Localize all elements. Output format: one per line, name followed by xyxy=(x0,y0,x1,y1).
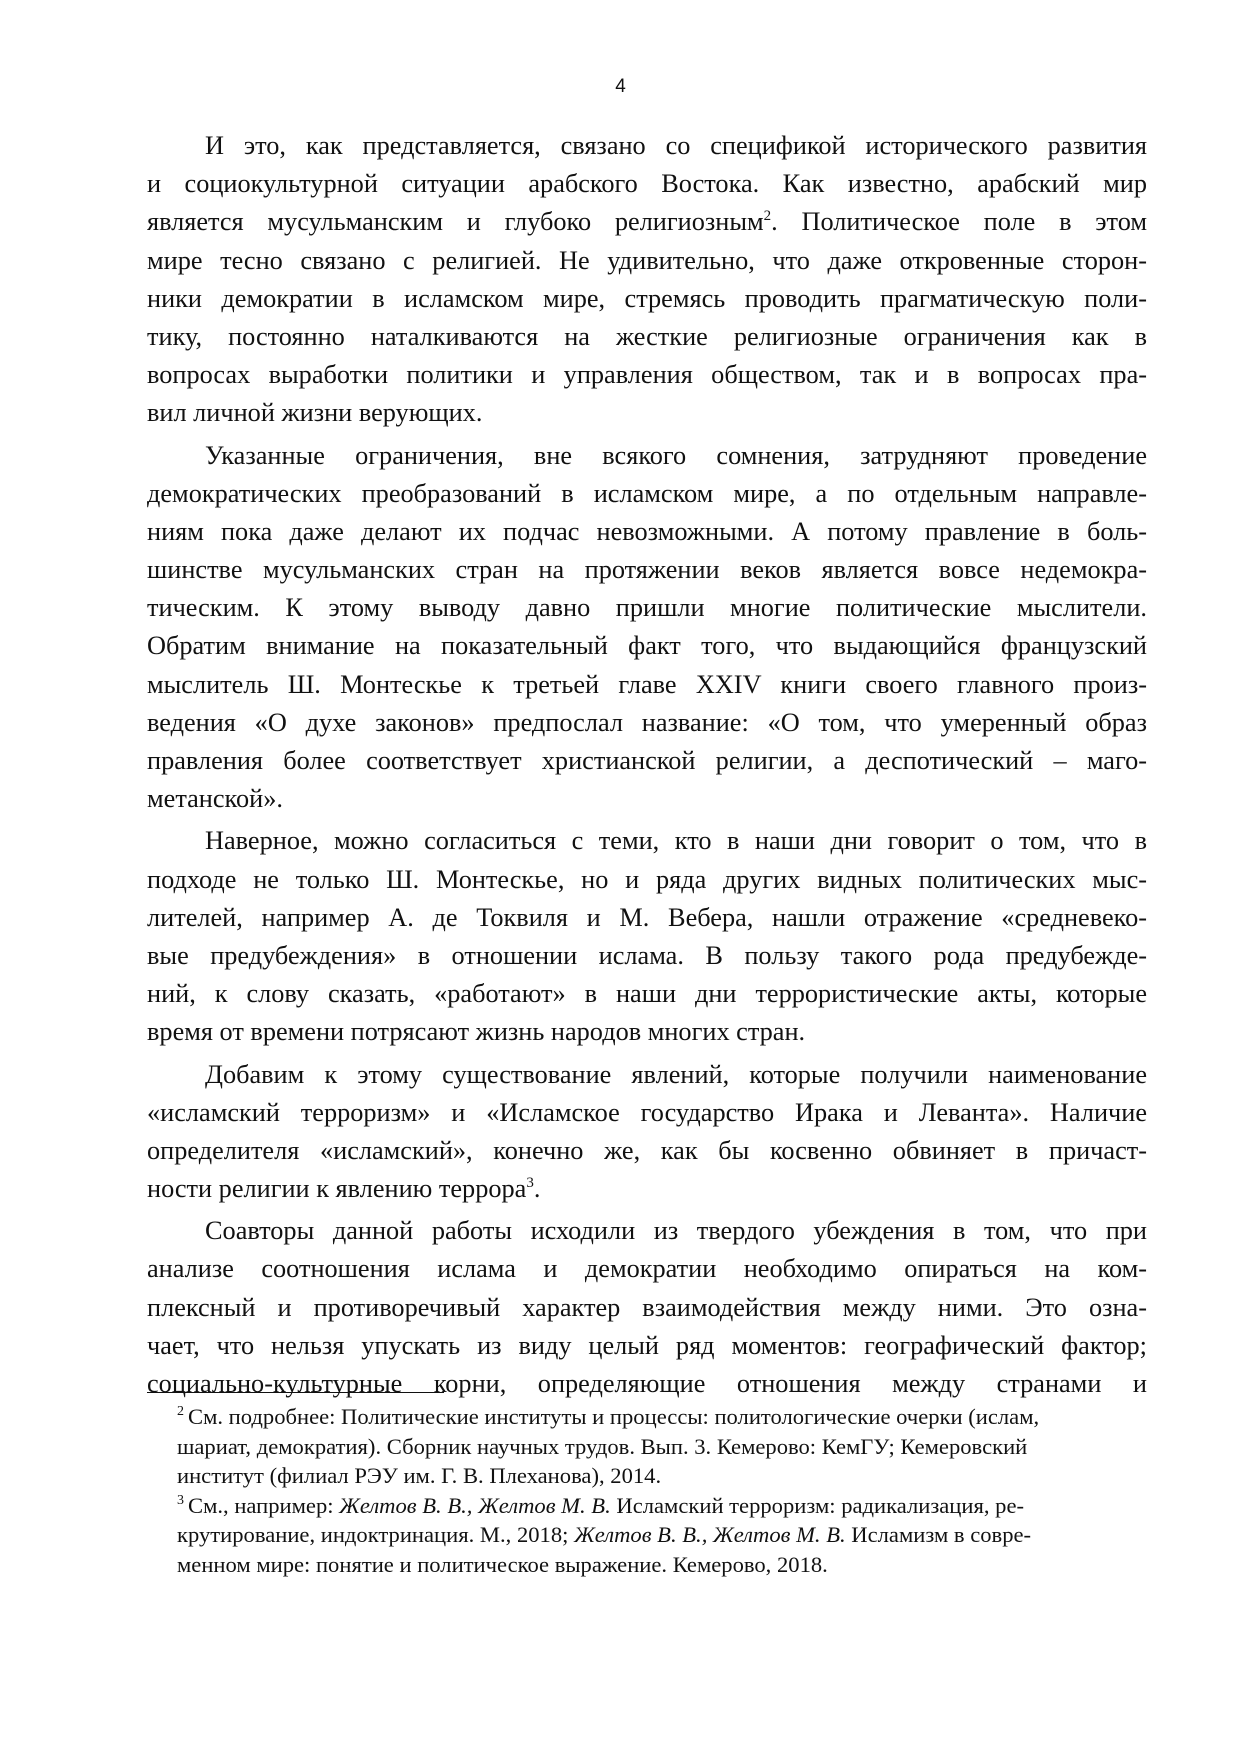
text-line: Указанные ограничения, вне всякого сомнения, затрудняют проведение xyxy=(205,440,1147,470)
text-line: и социокультурной ситуации арабского Востока. Как известно, арабский мир xyxy=(147,169,1147,199)
footnote-divider xyxy=(147,1392,444,1393)
text-line: ниям пока даже делают их подчас невозможными. А потому правление в боль- xyxy=(147,516,1147,546)
text-segment: . xyxy=(533,1174,541,1204)
paragraph-2 xyxy=(147,437,1147,819)
text-segment: . Политическое поле в этом xyxy=(771,207,1147,237)
body-text xyxy=(147,127,1147,1407)
footnote-line xyxy=(177,1491,1137,1521)
footnote-mark: 2 xyxy=(177,1404,184,1420)
footnote-line: шариат, демократия). Сборник научных трудов. Вып. 3. Кемерово: КемГУ; Кемеровский xyxy=(177,1433,1028,1459)
text-line: определителя «исламский», конечно же, как бы косвенно обвиняет в причаст- xyxy=(147,1135,1147,1165)
footnote-text: Исламский терроризм: радикализация, ре- xyxy=(610,1492,1025,1518)
footnote-text: крутирование, индоктринация. М., 2018; xyxy=(177,1522,575,1547)
text-line: ники демократии в исламском мире, стремясь проводить прагматическую поли- xyxy=(147,283,1147,313)
text-line: мыслитель Ш. Монтескье к третьей главе XXIV книги своего главного произ- xyxy=(147,669,1147,699)
footnote-author: Желтов В. В., Желтов М. В. xyxy=(339,1492,611,1518)
text-line: Соавторы данной работы исходили из твердого убеждения в том, что при xyxy=(205,1216,1147,1246)
text-line: «исламский терроризм» и «Исламское государство Ирака и Леванта». Наличие xyxy=(147,1097,1147,1127)
text-line xyxy=(147,1170,1147,1208)
text-line: анализе соотношения ислама и демократии необходимо опираться на ком- xyxy=(147,1254,1147,1284)
text-line: вопросах выработки политики и управления обществом, так и в вопросах пра- xyxy=(147,360,1147,390)
footnote-line: менном мире: понятие и политическое выражение. Кемерово, 2018. xyxy=(177,1551,828,1577)
text-line: подходе не только Ш. Монтескье, но и ряда других видных политических мыс- xyxy=(147,864,1147,894)
paragraph-5 xyxy=(147,1212,1147,1403)
text-line: плексный и противоречивый характер взаимодействия между ними. Это озна- xyxy=(147,1292,1147,1322)
footnote-text: См. подробнее: Политические институты и процессы: политологические очерки (ислам, xyxy=(188,1404,1040,1429)
footnote-text: См., например: xyxy=(188,1492,340,1518)
text-segment: является мусульманским и глубоко религиозным xyxy=(147,207,764,237)
footnote-line xyxy=(177,1402,1137,1432)
text-line: тическим. К этому выводу давно пришли многие политические мыслители. xyxy=(147,593,1147,623)
text-line: шинстве мусульманских стран на протяжении веков является вовсе недемокра- xyxy=(147,555,1147,585)
paragraph-3 xyxy=(147,822,1147,1051)
text-line: тику, постоянно наталкиваются на жесткие религиозные ограничения как в xyxy=(147,321,1147,351)
text-line: правления более соответствует христианской религии, а деспотический – маго- xyxy=(147,746,1147,775)
text-segment: ности религии к явлению террора xyxy=(147,1174,527,1204)
text-line: ний, к слову сказать, «работают» в наши дни террористические акты, которые xyxy=(147,979,1147,1009)
text-line: время от времени потрясают жизнь народов многих стран. xyxy=(147,1017,806,1047)
text-line: вил личной жизни верующих. xyxy=(147,398,483,428)
footnote-line: институт (филиал РЭУ им. Г. В. Плеханова), 2014. xyxy=(177,1463,662,1488)
footnote-text: Исламизм в совре- xyxy=(845,1522,1032,1547)
footnote-line xyxy=(177,1520,1137,1550)
paragraph-4 xyxy=(147,1056,1147,1209)
footnote-mark: 3 xyxy=(177,1492,184,1508)
text-line: социально-культурные корни, определяющие отношения между странами и xyxy=(147,1369,1147,1398)
footnote-3 xyxy=(177,1491,1137,1580)
text-line: Обратим внимание на показательный факт того, что выдающийся французский xyxy=(147,631,1147,661)
text-line: лителей, например А. де Токвиля и М. Вебера, нашли отражение «средневеко- xyxy=(147,902,1147,932)
text-line: чает, что нельзя упускать из виду целый ряд моментов: географический фактор; xyxy=(147,1330,1147,1360)
footnote-author: Желтов В. В., Желтов М. В. xyxy=(574,1522,846,1547)
text-line: Добавим к этому существование явлений, которые получили наименование xyxy=(205,1059,1147,1089)
text-line: Наверное, можно согласиться с теми, кто в наши дни говорит о том, что в xyxy=(205,826,1147,856)
footnote-2 xyxy=(177,1402,1137,1491)
paragraph-1 xyxy=(147,127,1147,433)
footnote-ref-3[interactable]: 3 xyxy=(526,1175,534,1192)
footnote-ref-2[interactable]: 2 xyxy=(763,208,772,225)
footnotes xyxy=(177,1402,1137,1579)
text-line: демократических преобразований в исламском мире, а по отдельным направле- xyxy=(147,478,1147,508)
text-line: И это, как представляется, связано со спецификой исторического развития xyxy=(205,131,1147,160)
text-line xyxy=(147,203,1147,241)
text-line: мире тесно связано с религией. Не удивительно, что даже откровенные сторон- xyxy=(147,245,1147,275)
text-line: вые предубеждения» в отношении ислама. В пользу такого рода предубежде- xyxy=(147,940,1147,970)
text-line: метанской». xyxy=(147,784,283,814)
text-line: ведения «О духе законов» предпослал название: «О том, что умеренный образ xyxy=(147,707,1147,737)
page-number: 4 xyxy=(615,76,626,97)
